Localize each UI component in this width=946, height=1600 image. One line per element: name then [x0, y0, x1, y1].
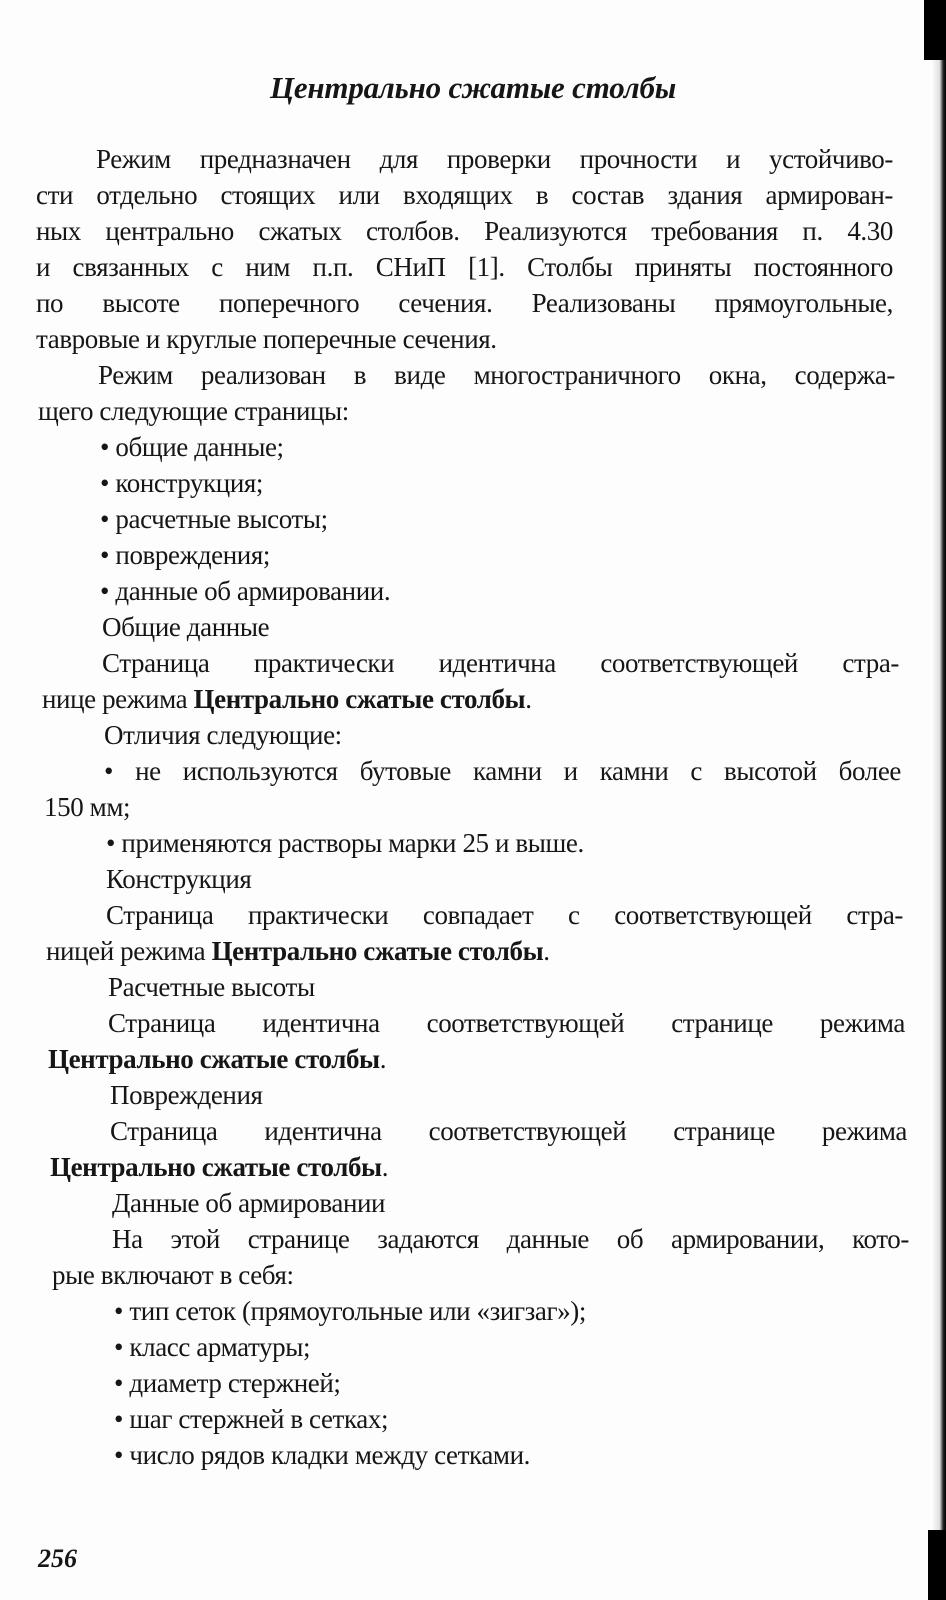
list-item: • расчетные высоты;	[100, 504, 328, 534]
page-title: Центрально сжатые столбы	[269, 70, 677, 105]
paragraph1-line-5: по высоте поперечного сечения. Реализованы прямоугольные,	[36, 288, 893, 318]
paragraph2-line-1: Режим реализован в виде многостраничного окна, содержа-	[98, 360, 895, 390]
list-item: • данные об армировании.	[100, 576, 391, 606]
paragraph2-line-2: щего следующие страницы:	[38, 396, 349, 426]
heights-line-2: Центрально сжатые столбы.	[48, 1044, 387, 1074]
list-item: • общие данные;	[100, 432, 284, 462]
mode-name-bold: Центрально сжатые столбы	[211, 936, 544, 966]
section-heading-damage: Повреждения	[110, 1080, 263, 1110]
construction-line-1: Страница практически совпадает с соответствующей стра-	[106, 900, 903, 930]
mode-name-bold: Центрально сжатые столбы	[48, 1044, 380, 1074]
section-heading-construction: Конструкция	[106, 864, 252, 894]
reinforcement-line-2: рые включают в себя:	[52, 1260, 294, 1290]
list-item: • число рядов кладки между сетками.	[114, 1440, 531, 1470]
section-heading-general: Общие данные	[102, 612, 270, 642]
damage-line-1: Страница идентична соответствующей странице режима	[110, 1116, 907, 1146]
mode-name-bold: Центрально сжатые столбы	[50, 1152, 382, 1182]
construction-line-2: ницей режима Центрально сжатые столбы.	[46, 936, 550, 966]
page-edge-dark-bottom	[928, 1530, 946, 1600]
reinforcement-line-1: На этой странице задаются данные об армировании, кото-	[112, 1224, 909, 1254]
general-diff-1-line-2: 150 мм;	[44, 792, 131, 822]
paragraph1-line-1: Режим предназначен для проверки прочности и устойчиво-	[96, 144, 893, 174]
heights-line-1: Страница идентична соответствующей странице режима	[108, 1008, 905, 1038]
list-item: • конструкция;	[100, 468, 263, 498]
list-item: • тип сеток (прямоугольные или «зигзаг»);	[114, 1296, 586, 1326]
page-edge-shadow	[932, 0, 946, 1600]
page-edge-dark-top	[924, 0, 946, 60]
paragraph1-line-3: ных центрально сжатых столбов. Реализуются требования п. 4.30	[36, 216, 893, 246]
page-number: 256	[38, 1544, 77, 1573]
damage-line-2: Центрально сжатые столбы.	[50, 1152, 389, 1182]
paragraph1-line-2: сти отдельно стоящих или входящих в состав здания армирован-	[36, 180, 893, 210]
paragraph1-line-6: тавровые и круглые поперечные сечения.	[36, 324, 497, 354]
paragraph1-line-4: и связанных с ним п.п. СНиП [1]. Столбы приняты постоянного	[36, 252, 893, 282]
general-diffs-heading: Отличия следующие:	[104, 720, 342, 750]
section-heading-heights: Расчетные высоты	[108, 972, 315, 1002]
section-heading-reinforcement: Данные об армировании	[112, 1188, 386, 1218]
general-line-2: нице режима Центрально сжатые столбы.	[42, 684, 532, 714]
list-item: • класс арматуры;	[114, 1332, 311, 1362]
list-item: • шаг стержней в сетках;	[114, 1404, 389, 1434]
general-diff-1-line-1: • не используются бутовые камни и камни с высотой более	[104, 756, 901, 786]
general-line-1: Страница практически идентична соответствующей стра-	[102, 648, 899, 678]
list-item: • диаметр стержней;	[114, 1368, 341, 1398]
general-diff-2: • применяются растворы марки 25 и выше.	[106, 828, 584, 858]
list-item: • повреждения;	[100, 540, 270, 570]
mode-name-bold: Центрально сжатые столбы	[193, 684, 526, 714]
